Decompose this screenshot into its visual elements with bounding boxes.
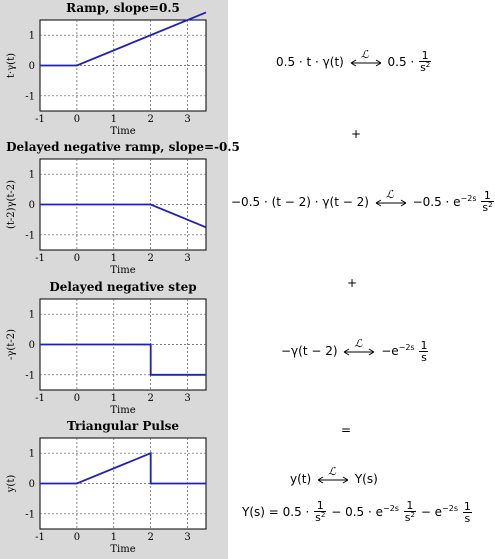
x-tick-label: 1	[110, 114, 117, 125]
fraction-1-over-s2: $\frac{1}{s^2}$	[315, 499, 326, 524]
x-tick-label: -1	[35, 253, 45, 264]
laplace-arrow-icon	[341, 336, 377, 358]
laplace-symbol: ℒ	[328, 464, 336, 478]
plot-ramp-svg	[0, 0, 228, 139]
final-mid: − 0.5 · e	[331, 505, 383, 519]
equation-final	[242, 500, 473, 525]
x-tick-label: 2	[147, 532, 154, 543]
plot-title: Delayed negative step	[49, 280, 197, 294]
exp-term: −2s	[398, 343, 415, 352]
exp-term: −2s	[382, 504, 399, 513]
plot-triangular-pulse-svg	[0, 418, 228, 559]
equation-delayed-step	[281, 336, 429, 364]
x-tick-label: 2	[147, 114, 154, 125]
y-tick-label: -1	[25, 230, 35, 242]
laplace-symbol: ℒ	[385, 187, 394, 201]
x-tick-label: 3	[184, 393, 191, 404]
final-lhs: Y(s) = 0.5 ·	[242, 505, 310, 519]
y-tick-label: 0	[28, 61, 35, 72]
y-tick-label: -1	[25, 509, 35, 521]
laplace-symbol: ℒ	[360, 47, 369, 61]
laplace-arrow-icon	[315, 464, 351, 486]
x-tick-label: 0	[73, 253, 81, 264]
y-tick-label: -1	[25, 370, 35, 382]
equals-operator: =	[341, 423, 352, 437]
x-tick-label: 3	[184, 253, 191, 264]
eq2-left: −0.5 · (t − 2) · γ(t − 2)	[231, 195, 369, 209]
laplace-symbol: ℒ	[354, 336, 363, 350]
y-tick-label: 0	[28, 340, 35, 351]
x-tick-label: -1	[35, 114, 45, 125]
fraction-1-over-s: $\frac{1}{s}$	[463, 500, 471, 525]
eq1-right: 0.5 ·	[387, 55, 415, 69]
fraction-1-over-s2: $\frac{1}{s^2}$	[482, 189, 493, 214]
x-tick-label: 1	[110, 532, 117, 543]
y-tick-label: 0	[28, 200, 35, 211]
plus-operator-2: +	[347, 276, 358, 290]
y-axis-label: -γ(t-2)	[6, 329, 17, 360]
equation-ramp	[276, 47, 432, 75]
y-axis-label: t·γ(t)	[6, 53, 17, 78]
yt-label: y(t)	[290, 472, 312, 486]
x-axis-label: Time	[110, 126, 136, 137]
exp-term: −2s	[460, 194, 477, 203]
fraction-1-over-s: $\frac{1}{s}$	[420, 339, 428, 364]
y-tick-label: -1	[25, 91, 35, 103]
y-tick-label: 1	[28, 169, 35, 181]
x-tick-label: 0	[73, 393, 81, 404]
x-tick-label: 2	[147, 393, 154, 404]
x-axis-label: Time	[110, 405, 136, 416]
plot-ramp	[0, 0, 228, 139]
y-axis-label: (t-2)γ(t-2)	[6, 179, 17, 230]
Ys-label: Y(s)	[354, 472, 378, 486]
x-tick-label: 1	[110, 253, 117, 264]
plot-title: Ramp, slope=0.5	[66, 1, 180, 15]
x-axis-label: Time	[110, 265, 136, 276]
x-tick-label: 0	[73, 114, 81, 125]
eq1-left: 0.5 · t · γ(t)	[276, 55, 344, 69]
plot-delayed-negative-step	[0, 279, 228, 418]
y-axis-label: y(t)	[6, 474, 17, 493]
x-tick-label: -1	[35, 393, 45, 404]
x-tick-label: 1	[110, 393, 117, 404]
eq2-right: −0.5 · e	[412, 195, 461, 209]
y-tick-label: 1	[28, 30, 35, 42]
fraction-1-over-s2: $\frac{1}{s^2}$	[404, 499, 415, 524]
laplace-arrow-icon	[373, 187, 409, 209]
plot-delayed-negative-ramp-svg	[0, 139, 240, 278]
fraction-1-over-s2: $\frac{1}{s^2}$	[420, 49, 431, 74]
y-tick-label: 1	[28, 448, 35, 460]
eq3-left: −γ(t − 2)	[281, 344, 338, 358]
y-tick-label: 0	[28, 479, 35, 490]
x-tick-label: 3	[184, 114, 191, 125]
x-tick-label: 0	[73, 532, 81, 543]
final-mid2: − e	[420, 505, 443, 519]
x-tick-label: 2	[147, 253, 154, 264]
plus-operator-1: +	[351, 127, 362, 141]
x-tick-label: -1	[35, 532, 45, 543]
equation-delayed-ramp	[231, 187, 495, 215]
y-tick-label: 1	[28, 309, 35, 321]
exp-term: −2s	[442, 504, 459, 513]
x-axis-label: Time	[110, 544, 136, 555]
x-tick-label: 3	[184, 532, 191, 543]
plot-triangular-pulse	[0, 418, 228, 557]
equation-transform-pair	[290, 464, 378, 486]
plot-delayed-negative-step-svg	[0, 279, 228, 418]
plot-title: Delayed negative ramp, slope=-0.5	[6, 140, 240, 154]
plot-delayed-negative-ramp	[0, 139, 240, 278]
eq3-right: −e	[381, 344, 399, 358]
plot-title: Triangular Pulse	[66, 419, 180, 433]
laplace-arrow-icon	[348, 47, 384, 69]
